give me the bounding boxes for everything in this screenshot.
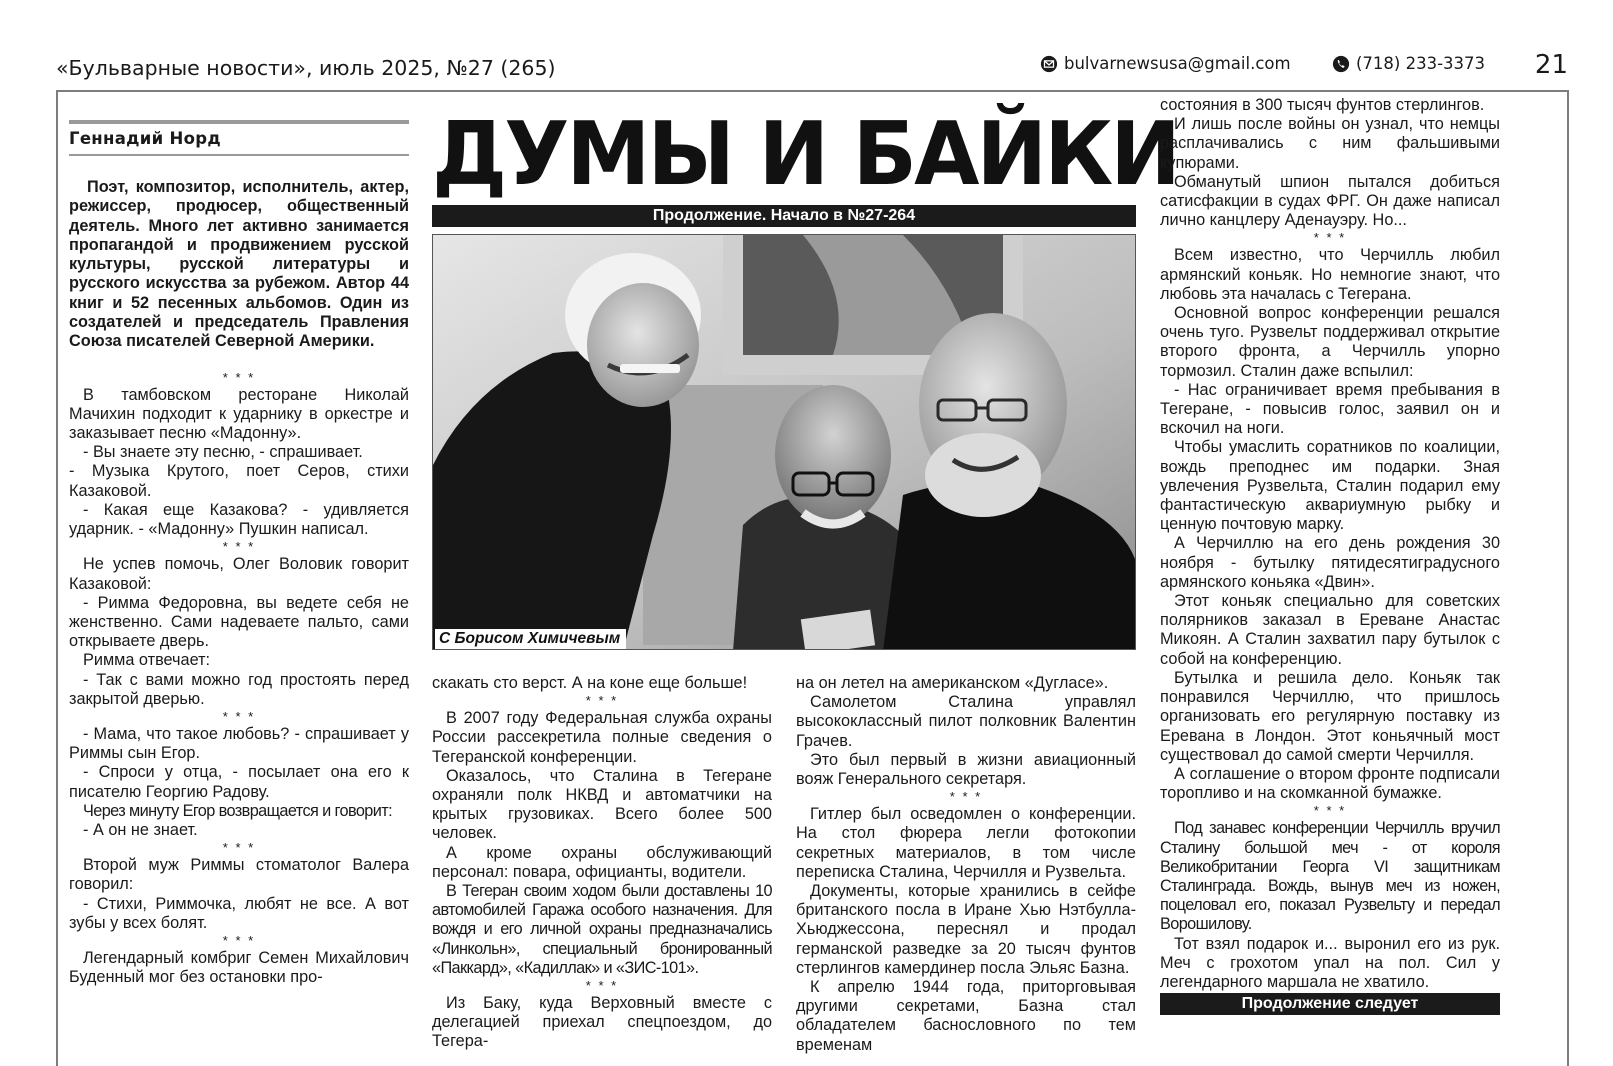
author-bio [69, 178, 409, 352]
paragraph: Чтобы умаслить соратников по коалиции, вождь преподнес им подарки. Зная увлечения Рузвельта, Сталин подарил ему фантастическую аквариумную рыбку и ценную почтовую марку. [1160, 438, 1500, 534]
email-contact [1040, 54, 1291, 73]
paragraph: Под занавес конференции Черчилль вручил Сталину большой меч - от короля Великобритании Георга VI защитникам Сталинграда. Вождь, вынув меч из ножен, поцеловал его, показал Рузвельту и передал Ворошилову. [1160, 819, 1500, 934]
paragraph: А кроме охраны обслуживающий персонал: повара, официанты, водители. [432, 843, 772, 881]
separator: * * * [222, 369, 256, 385]
column-1 [69, 120, 409, 987]
paragraph: Через минуту Егор возвращается и говорит: [83, 801, 393, 820]
envelope-icon [1040, 55, 1058, 73]
running-header [56, 52, 1568, 88]
paragraph: - Музыка Крутого, поет Серов, стихи Казаковой. [69, 462, 409, 500]
paragraph: В тамбовском ресторане Николай Мачихин подходит к ударнику в оркестре и заказывает песню «Мадонну». [69, 385, 409, 443]
email-text[interactable]: bulvarnewsusa@gmail.com [1064, 54, 1291, 73]
paragraph: - Какая еще Казакова? - удивляется ударник. - «Мадонну» Пушкин написал. [69, 500, 409, 539]
continuation-bar: Продолжение. Начало в №27-264 [432, 205, 1136, 227]
paragraph: состояния в 300 тысяч фунтов стерлингов. [1160, 96, 1485, 114]
paragraph: - Мама, что такое любовь? - спрашивает у Риммы сын Егор. [69, 724, 409, 763]
column-3 [796, 674, 1136, 1055]
paragraph: А Черчиллю на его день рождения 30 ноября - бутылку пятидесятиградусного армянского коньяка «Двин». [1160, 534, 1500, 591]
paragraph: В Тегеран своим ходом были доставлены 10 автомобилей Гаража особого назначения. Для вождя и его личной охраны предназначались «Линкольн», специальный бронированный «Паккард», «Кадиллак» и «ЗИС-101». [432, 882, 772, 977]
paragraph: Оказалось, что Сталина в Тегеране охраняли полк НКВД и автоматчики на крытых грузовиках. Всего более 500 человек. [432, 766, 772, 843]
paragraph: Всем известно, что Черчилль любил армянский коньяк. Но немногие знают, что любовь эта началась с Тегерана. [1160, 246, 1500, 303]
paragraph: - Вы знаете эту песню, - спрашивает. [83, 443, 363, 462]
paragraph: Бутылка и решила дело. Коньяк так понравился Черчиллю, что пришлось организовать его регулярную поставку из Еревана в Лондон. Этот коньячный мост существовал до самой смерти Черчилля. [1160, 668, 1500, 764]
separator: * * * [222, 932, 256, 948]
separator: * * * [222, 539, 256, 555]
column-4 [1160, 96, 1500, 992]
phone-text[interactable]: (718) 233-3373 [1356, 54, 1486, 73]
paragraph: В 2007 году Федеральная служба охраны России рассекретила полные сведения о Тегеранской конференции. [432, 709, 772, 766]
separator: * * * [222, 840, 256, 856]
paragraph: К апрелю 1944 года, приторговывая другими секретами, Базна стал обладателем баснословного по тем временам [796, 978, 1136, 1054]
paragraph: А соглашение о втором фронте подписали торопливо и на скомканной бумажке. [1160, 764, 1500, 803]
to-be-continued-bar: Продолжение следует [1160, 993, 1500, 1015]
paragraph: скакать сто верст. А на коне еще больше! [432, 674, 748, 692]
paragraph: - Спроси у отца, - посылает она его к писателю Георгию Радову. [69, 763, 409, 801]
paragraph: - А он не знает. [83, 820, 198, 839]
paragraph: Тот взял подарок и... выронил его из рук. Меч с грохотом упал на пол. Сил у легендарного маршала не хватило. [1160, 934, 1500, 991]
paragraph: Гитлер был осведомлен о конференции. На стол фюрера легли фотокопии секретных материалов, в том числе переписка Сталина, Черчилля и Рузвельта. [796, 805, 1136, 881]
separator: * * * [1313, 803, 1347, 819]
article-photo [432, 234, 1136, 650]
separator: * * * [222, 708, 256, 724]
author-rule-top [69, 120, 409, 124]
column-2 [432, 674, 772, 1052]
paragraph: Легендарный комбриг Семен Михайлович Буденный мог без остановки про- [69, 948, 409, 987]
headline: ДУМЫ И БАЙКИ [432, 103, 1178, 205]
paragraph: - Стихи, Риммочка, любят не все. А вот зубы у всех болят. [69, 894, 409, 932]
author-rule-bottom [69, 154, 409, 156]
paragraph: Римма отвечает: [83, 651, 211, 670]
paragraph: Обманутый шпион пытался добиться сатисфакции в судах ФРГ. Он даже написал лично канцлеру Аденауэру. Но... [1160, 172, 1500, 230]
author-name: Геннадий Норд [69, 129, 222, 148]
photo-caption: С Борисом Химичевым [435, 629, 626, 649]
separator: * * * [585, 978, 619, 994]
paragraph: Это был первый в жизни авиационный вояж Генерального секретаря. [796, 750, 1136, 789]
paragraph: - Нас ограничивает время пребывания в Тегеране, - повысив голос, заявил он и вскочил на ноги. [1160, 380, 1500, 438]
publication-line: «Бульварные новости», июль 2025, №27 (265) [56, 56, 556, 80]
phone-icon [1332, 55, 1350, 73]
paragraph: Этот коньяк специально для советских полярников заказал в Ереване Анастас Микоян. А Сталин захватил пару бутылок с собой на конференцию. [1160, 592, 1500, 668]
separator: * * * [585, 693, 619, 709]
separator: * * * [1313, 230, 1347, 246]
paragraph: Второй муж Риммы стоматолог Валера говорил: [69, 856, 409, 894]
paragraph: Не успев помочь, Олег Воловик говорит Казаковой: [69, 555, 409, 593]
paragraph: И лишь после войны он узнал, что немцы расплачивались с ним фальшивыми купюрами. [1160, 115, 1500, 172]
paragraph: Основной вопрос конференции решался очень туго. Рузвельт поддерживал открытие второго фронта, а Черчилль упорно тормозил. Сталин даже вспылил: [1160, 304, 1500, 380]
photo-illustration [433, 235, 1136, 650]
paragraph: на он летел на американском «Дугласе». [796, 674, 1109, 692]
phone-contact [1332, 54, 1485, 73]
paragraph: - Так с вами можно год простоять перед закрытой дверью. [69, 670, 409, 708]
paragraph: Документы, которые хранились в сейфе британского посла в Иране Хью Нэтбулла-Хьюджессона, переснял и продал германской разведке за 20 тысяч фунтов стерлингов камердинер посла Эльяс Базна. [796, 882, 1136, 977]
page-number: 21 [1534, 50, 1568, 80]
author-bio-text: Поэт, композитор, исполнитель, актер, режиссер, продюсер, общественный деятель. Много лет активно занимается пропагандой и продвижением русской культуры, русской литературы и русского искусства за рубежом. Автор 44 книг и 52 песенных альбомов. Один из создателей и председатель Правления Союза писателей Северной Америки. [69, 178, 409, 351]
paragraph: - Римма Федоровна, вы ведете себя не женственно. Сами надеваете пальто, сами открываете дверь. [69, 593, 409, 651]
paragraph: Из Баку, куда Верховный вместе с делегацией приехал спецпоездом, до Тегера- [432, 994, 772, 1051]
separator: * * * [949, 789, 983, 805]
paragraph: Самолетом Сталина управлял высококлассный пилот полковник Валентин Грачев. [796, 693, 1136, 750]
